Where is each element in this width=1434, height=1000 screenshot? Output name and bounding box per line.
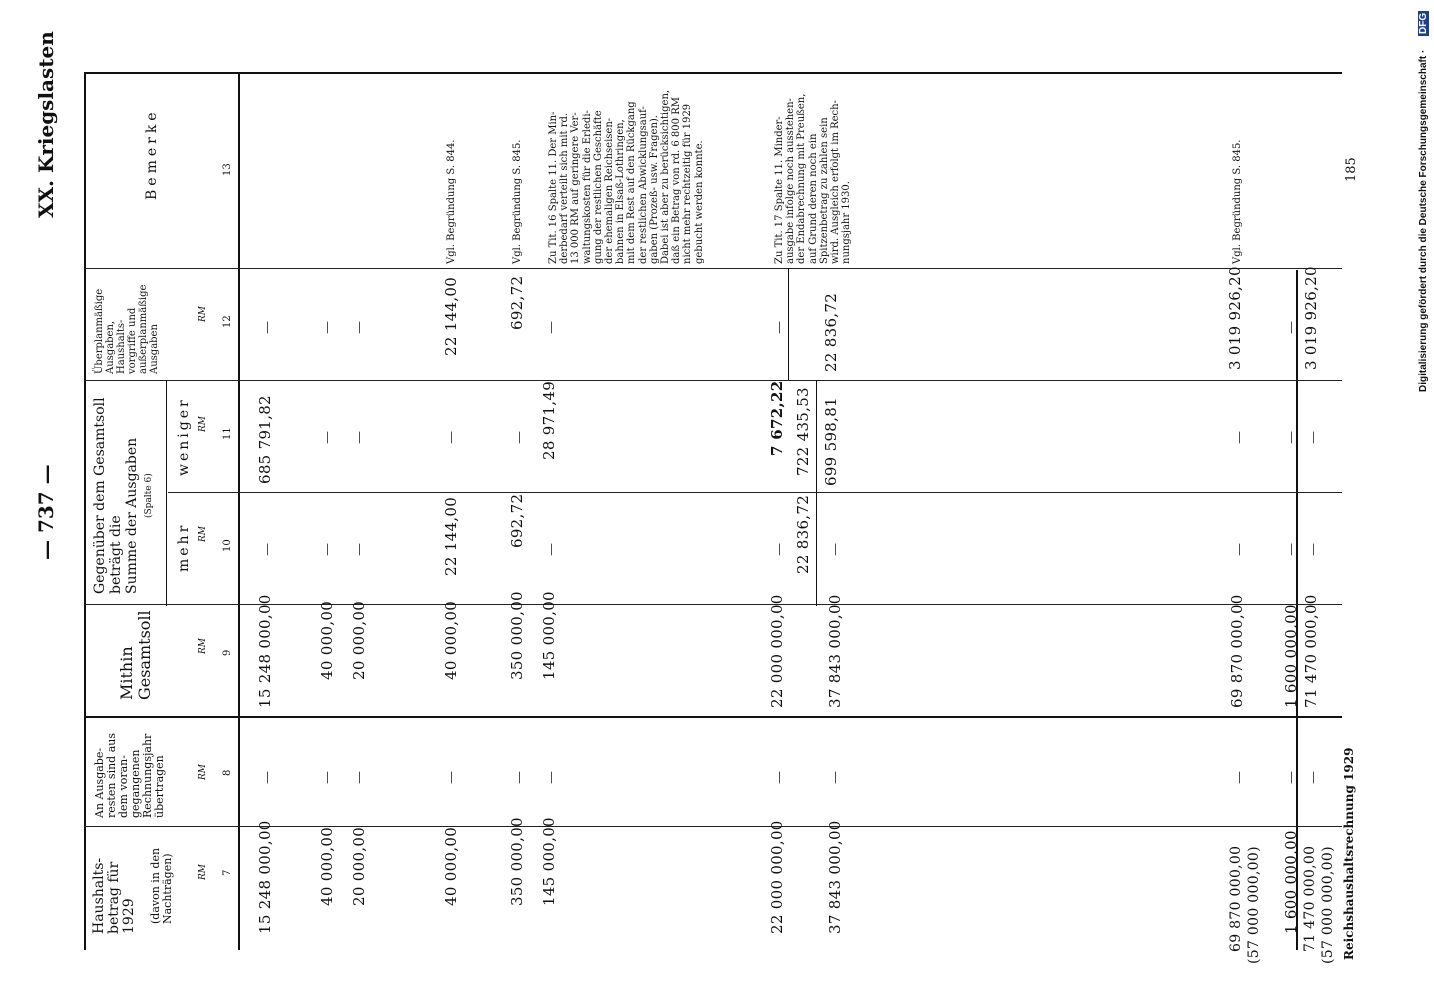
r8-c8: — bbox=[828, 771, 843, 784]
header-c8: An Ausgabe- resten sind aus dem voran- gegangenen Rechnungsjahr übertragen bbox=[93, 733, 166, 818]
total-c7b: (57 000 000,00) bbox=[1320, 846, 1336, 964]
r8-c10b: 22 836,72 bbox=[794, 494, 812, 574]
r6-c10: — bbox=[544, 543, 559, 556]
r4-c13: Vgl. Begründung S. 844. bbox=[446, 139, 457, 264]
colnum-7: 7 bbox=[222, 869, 233, 876]
r9-c10: — bbox=[1232, 543, 1247, 556]
header-c11: weniger bbox=[176, 397, 192, 476]
col-line-12-13 bbox=[84, 268, 1342, 269]
r4-c10: 22 144,00 bbox=[442, 496, 460, 576]
r9-c13: Vgl. Begründung S. 845. bbox=[1232, 139, 1243, 264]
unit-c9: RM bbox=[198, 638, 208, 654]
group-sub-rule bbox=[166, 380, 167, 606]
r8-c12: 22 836,72 bbox=[822, 292, 840, 372]
r10-c7: 1 600 000,00 bbox=[1282, 830, 1300, 934]
r5-c9: 350 000,00 bbox=[508, 591, 526, 680]
r8-split-rule bbox=[788, 268, 789, 380]
r5-c12: 692,72 bbox=[508, 275, 526, 330]
r5-c8: — bbox=[512, 771, 527, 784]
unit-c8: RM bbox=[198, 764, 208, 780]
r10-c12: — bbox=[1284, 321, 1299, 334]
total-c9: 71 470 000,00 bbox=[1302, 594, 1320, 708]
r5-c10: 692,72 bbox=[508, 493, 526, 548]
r1-c7: 15 248 000,00 bbox=[256, 820, 274, 934]
dfg-logo: DFG bbox=[1418, 12, 1429, 34]
r3-c11: — bbox=[352, 431, 367, 444]
col-line-8-9 bbox=[84, 716, 1342, 718]
note-tit16: Zu Tit. 16 Spalte 11. Der Min- derbedarf verteilt sich mit rd. 13 000 RM auf geringere Ver- waltungskosten für die Erledi- gung der restlichen Geschäfte der ehemaligen Reichseisen- bahnen in Elsaß-Lothringen, mit dem Rest auf den Rückgang der restlichen Abwicklungsauf- gaben (Prozeß- usw. Fragen). Dabei ist aber zu berücksichtigen, daß ein Betrag von rd. 6 800 RM nicht mehr rechtzeitig für 1929 gebucht werden konnte. bbox=[548, 89, 705, 264]
r3-c12: — bbox=[352, 321, 367, 334]
r3-c7: 20 000,00 bbox=[350, 826, 368, 906]
r9-c11: — bbox=[1232, 431, 1247, 444]
r10-c9: 1 600 000,00 bbox=[1282, 604, 1300, 708]
note-tit17: Zu Tit. 17 Spalte 11. Minder- ausgabe infolge noch ausstehen- der Endabrechnung mit Preußen, auf Grund deren noch ein Spitzenbetrag zu zahlen sein wird. Ausgleich erfolgt im Rech- nungsjahr 1930. bbox=[774, 93, 853, 264]
r6-c9: 145 000,00 bbox=[540, 591, 558, 680]
total-c7: 71 470 000,00 bbox=[1302, 845, 1318, 952]
r3-c9: 20 000,00 bbox=[350, 600, 368, 680]
r8-c7: 37 843 000,00 bbox=[826, 820, 844, 934]
r7-c7: 22 000 000,00 bbox=[768, 820, 786, 934]
r6-c8: — bbox=[544, 771, 559, 784]
unit-c7: RM bbox=[198, 864, 208, 880]
colnum-8: 8 bbox=[222, 769, 233, 776]
header-c13: Bemerke bbox=[144, 108, 160, 200]
total-c8: — bbox=[1306, 771, 1321, 784]
page-number: — 737 — bbox=[34, 464, 58, 560]
r7-c12: — bbox=[772, 321, 787, 334]
header-c12: Überplanmäßige Ausgaben, Haushalts- vorgriffe und außerplanmäßige Ausgaben bbox=[94, 284, 160, 374]
r10-c8: — bbox=[1284, 771, 1299, 784]
r8-c9: 37 843 000,00 bbox=[826, 594, 844, 708]
table-left-rule bbox=[84, 72, 86, 950]
r4-c7: 40 000,00 bbox=[442, 826, 460, 906]
r5-c11: — bbox=[512, 431, 527, 444]
r8-c11: 699 598,81 bbox=[822, 397, 840, 486]
r4-c11: — bbox=[444, 431, 459, 444]
r1-c12: — bbox=[260, 321, 275, 334]
header-c10: mehr bbox=[176, 522, 192, 572]
r7-c9: 22 000 000,00 bbox=[768, 594, 786, 708]
colnum-12: 12 bbox=[222, 315, 233, 328]
header-bottom-rule bbox=[238, 72, 240, 950]
colnum-11: 11 bbox=[222, 427, 233, 440]
total-c11: — bbox=[1306, 431, 1321, 444]
col-line-11-12 bbox=[84, 380, 1342, 381]
total-c10: — bbox=[1306, 543, 1321, 556]
header-c9: Mithin Gesamtsoll bbox=[117, 610, 154, 700]
section-title: XX. Kriegslasten bbox=[34, 31, 58, 218]
dfg-credit: Digitalisierung gefördert durch die Deutsche Forschungsgemeinschaft · bbox=[1418, 49, 1429, 392]
r7-c11: 7 672,22 bbox=[768, 380, 786, 456]
r9-c7: 69 870 000,00 bbox=[1228, 845, 1244, 952]
r5-c13: Vgl. Begründung S. 845. bbox=[512, 139, 523, 264]
r2-c11: — bbox=[320, 431, 335, 444]
r4-c12: 22 144,00 bbox=[442, 276, 460, 356]
r5-c7: 350 000,00 bbox=[508, 817, 526, 906]
r8-split-rule-2 bbox=[816, 380, 817, 606]
r10-c11: — bbox=[1284, 431, 1299, 444]
r2-c7: 40 000,00 bbox=[318, 826, 336, 906]
colnum-10: 10 bbox=[222, 539, 233, 552]
table-top-rule bbox=[84, 72, 1342, 74]
col-line-10-11 bbox=[168, 492, 1342, 493]
colnum-13: 13 bbox=[222, 163, 233, 176]
r2-c12: — bbox=[320, 321, 335, 334]
header-c7: Haushalts- betrag für 1929 bbox=[91, 857, 137, 934]
unit-c12: RM bbox=[198, 306, 208, 322]
footer-text: Reichshaushaltsrechnung 1929 bbox=[1342, 747, 1356, 960]
r2-c9: 40 000,00 bbox=[318, 600, 336, 680]
r3-c8: — bbox=[352, 771, 367, 784]
r8-c11b: 722 435,53 bbox=[794, 387, 812, 476]
r7-c8: — bbox=[772, 771, 787, 784]
r1-c10: — bbox=[260, 543, 275, 556]
colnum-9: 9 bbox=[222, 649, 233, 656]
r9-c9: 69 870 000,00 bbox=[1228, 594, 1246, 708]
r7-c10: — bbox=[772, 543, 787, 556]
r4-c8: — bbox=[444, 771, 459, 784]
unit-c11: RM bbox=[198, 416, 208, 432]
unit-c10: RM bbox=[198, 526, 208, 542]
r3-c10: — bbox=[352, 543, 367, 556]
r4-c9: 40 000,00 bbox=[442, 600, 460, 680]
r2-c10: — bbox=[320, 543, 335, 556]
r10-c10: — bbox=[1284, 543, 1299, 556]
r1-c8: — bbox=[260, 771, 275, 784]
r9-c7b: (57 000 000,00) bbox=[1246, 846, 1262, 964]
r1-c11: 685 791,82 bbox=[256, 395, 274, 484]
r1-c9: 15 248 000,00 bbox=[256, 594, 274, 708]
header-c7-sub: (davon in den Nachträgen) bbox=[149, 847, 174, 924]
header-group-sub: (Spalte 6) bbox=[144, 473, 154, 518]
r6-c7: 145 000,00 bbox=[540, 817, 558, 906]
r9-c12: 3 019 926,20 bbox=[1226, 266, 1244, 370]
total-c12: 3 019 926,20 bbox=[1302, 266, 1320, 370]
sheet-number: 185 bbox=[1344, 157, 1359, 182]
r2-c8: — bbox=[320, 771, 335, 784]
header-group: Gegenüber dem Gesamtsoll beträgt die Summe der Ausgaben bbox=[92, 397, 140, 594]
r8-c10: — bbox=[828, 543, 843, 556]
r6-c11: 28 971,49 bbox=[540, 380, 558, 460]
r6-c12: — bbox=[544, 321, 559, 334]
r9-c8: — bbox=[1232, 771, 1247, 784]
